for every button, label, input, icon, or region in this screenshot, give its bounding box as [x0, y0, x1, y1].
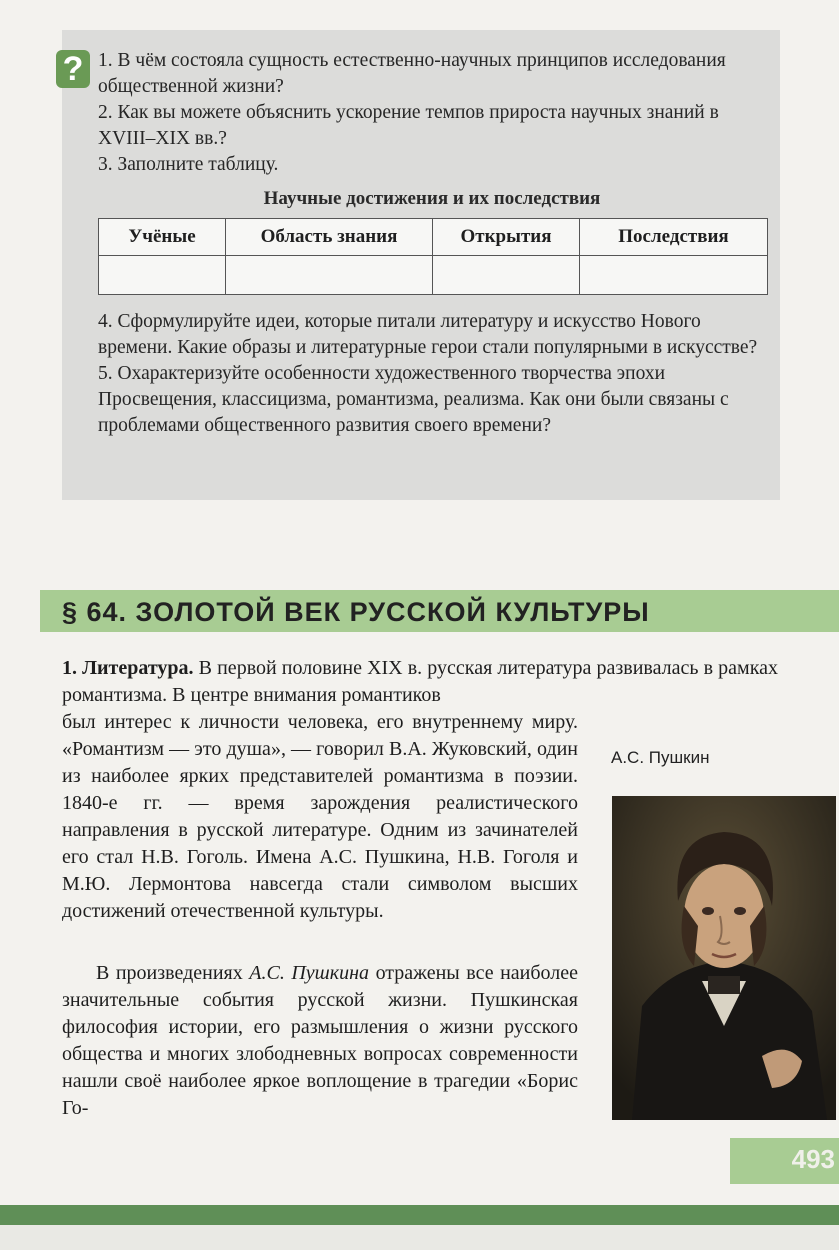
table-cell	[433, 256, 580, 295]
portrait-illustration	[612, 796, 836, 1120]
questions-box	[62, 30, 780, 500]
page-number: 493	[791, 1144, 835, 1174]
article-paragraph-1-top	[62, 655, 778, 709]
person-name: А.С. Пушкина	[249, 962, 370, 984]
table-cell	[99, 256, 226, 295]
table-caption: Научные достижения и их последствия	[263, 188, 601, 209]
question-1: 1. В чём состояла сущность естественно-научных принципов исследования общественной жизни?	[98, 50, 726, 97]
article-paragraph-2	[62, 960, 578, 1122]
paragraph-text: В произведениях	[96, 962, 243, 984]
question-4: 4. Сформулируйте идеи, которые питали литературу и искусство Нового времени. Какие образы и литературные герои стали популярными в искусстве?	[98, 311, 758, 358]
paragraph-heading: 1. Литература.	[62, 657, 194, 679]
table-header-cell: Учёные	[99, 219, 226, 256]
bottom-decorative-band	[0, 1205, 839, 1225]
table-cell	[580, 256, 768, 295]
question-3: 3. Заполните таблицу.	[98, 154, 279, 175]
paragraph-text: отражены все наиболее значительные события русской жизни. Пушкинская философия истории, его размышления о жизни русского общества и многих злободневных вопросах современности нашли своё наиболее яркое воплощение в трагедии «Борис Го-	[62, 962, 579, 1119]
portrait-image	[612, 796, 836, 1120]
question-2: 2. Как вы можете объяснить ускорение темпов прироста научных знаний в XVIII–XIX вв.?	[98, 102, 719, 149]
table-header-cell: Область знания	[226, 219, 433, 256]
table-header-cell: Последствия	[580, 219, 768, 256]
page-bottom-edge	[0, 1225, 839, 1250]
paragraph-text: В первой половине XIX в. русская литература развивалась в рамках романтизма. В центре внимания романтиков	[62, 657, 779, 706]
achievements-table	[98, 218, 768, 295]
page-number-tab	[730, 1138, 839, 1184]
article-paragraph-1-rest: был интерес к личности человека, его внутреннему миру. «Романтизм — это душа», — говорил В.А. Жуковский, один из наиболее ярких представителей романтизма в поэзии. 1840-е гг. — время зарождения реалистического направления в русской литературе. Одним из зачинателей его стал Н.В. Гоголь. Имена А.С. Пушкина, Н.В. Гоголя и М.Ю. Лермонтова навсегда стали символом высших достижений отечественной культуры.	[62, 711, 578, 922]
table-header-row	[99, 219, 768, 256]
table-cell	[226, 256, 433, 295]
table-row	[99, 256, 768, 295]
section-title: § 64. ЗОЛОТОЙ ВЕК РУССКОЙ КУЛЬТУРЫ	[62, 597, 650, 627]
table-header-cell: Открытия	[433, 219, 580, 256]
portrait-caption: А.С. Пушкин	[611, 748, 710, 767]
question-5: 5. Охарактеризуйте особенности художественного творчества эпохи Просвещения, классицизма, романтизма, реализма. Как они были связаны с проблемами общественного развития своего времени?	[98, 363, 729, 436]
question-mark-icon: ?	[56, 50, 90, 88]
